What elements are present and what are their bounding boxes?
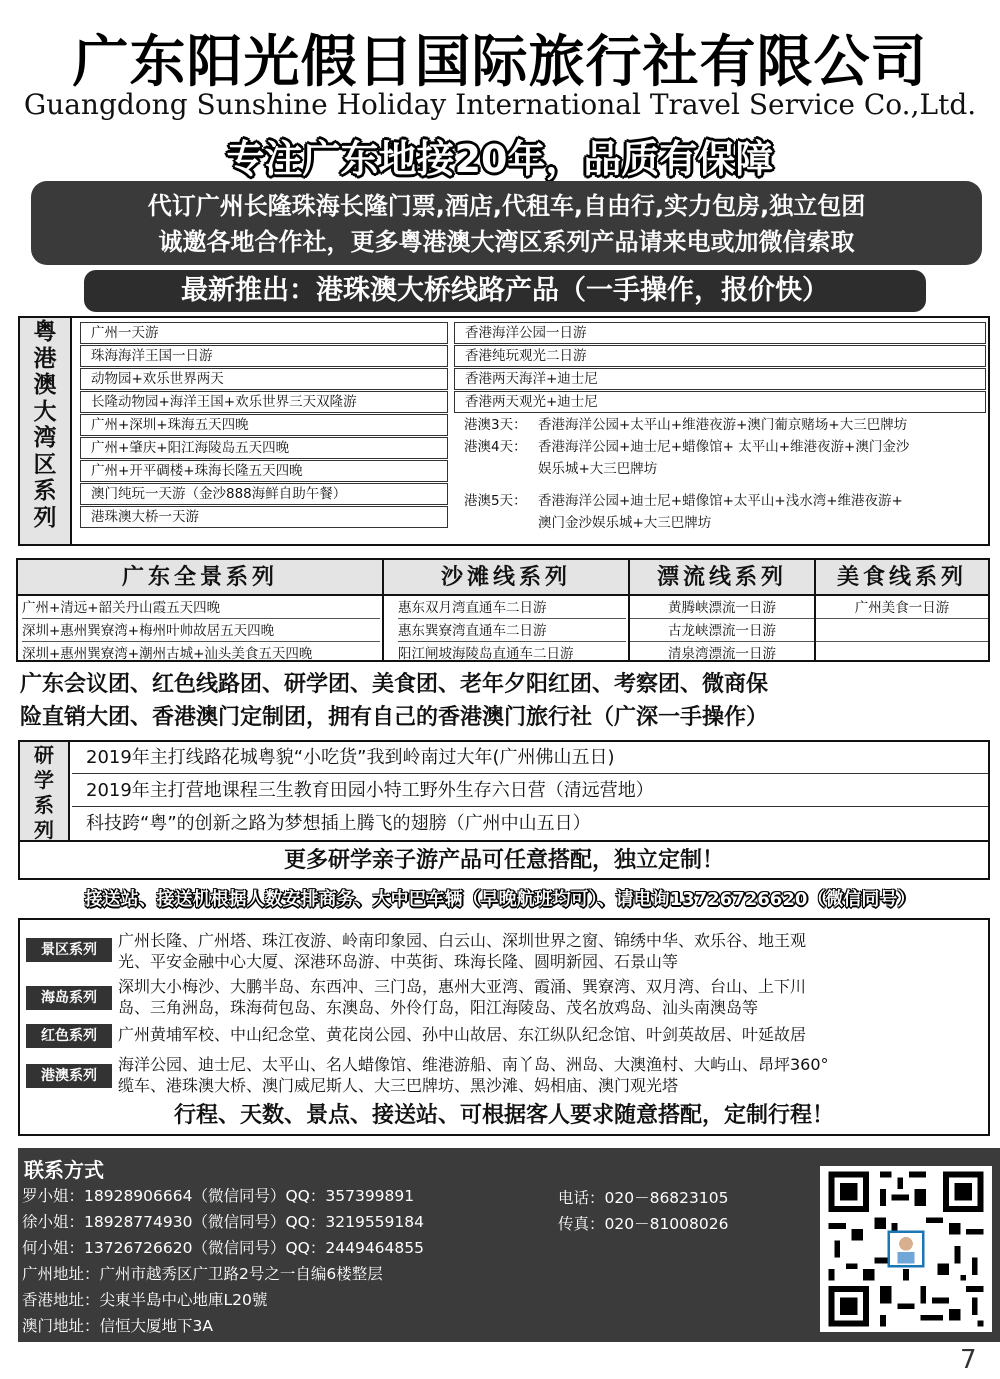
gba-label-char: 大 [33, 398, 57, 425]
column-divider [382, 560, 384, 660]
guangzhou-address: 广州地址：广州市越秀区广卫路2号之一自编6楼整层 [22, 1265, 383, 1283]
scenic-text [118, 930, 984, 972]
series-item: 广州+清远+韶关丹山霞五天四晚 [22, 597, 380, 619]
series-item: 惠东双月湾直通车二日游 [398, 597, 626, 619]
series-item: 广州美食一日游 [816, 597, 988, 619]
contact-panel [18, 1148, 1000, 1342]
company-name-cn: 广东阳光假日国际旅行社有限公司 [72, 30, 928, 95]
hk-route-item: 香港海洋公园一日游 [454, 322, 986, 344]
wechat-qr-code [820, 1166, 992, 1332]
hk-route-item: 香港纯玩观光二日游 [454, 345, 986, 367]
company-name-en: Guangdong Sunshine Holiday International Travel Service Co.,Ltd. [23, 88, 977, 121]
hk4-line-2: 娱乐城+大三巴牌坊 [538, 461, 658, 477]
transfer-note: 接送站、接送机根据人数安排商务、大中巴车辆（早晚航班均可）、请电询13726726620（微信同号） [84, 889, 916, 910]
series-item: 深圳+惠州巽寮湾+梅州叶帅故居五天四晚 [22, 620, 380, 642]
gba-route-item: 广州+开平碉楼+珠海长隆五天四晚 [80, 460, 448, 482]
study-series-box [18, 740, 990, 880]
scenic-tag: 景区系列 [26, 938, 112, 962]
red-line-1: 广州黄埔军校、中山纪念堂、黄花岗公园、孙中山故居、东江纵队纪念馆、叶剑英故居、叶延故居 [118, 1025, 807, 1044]
phone-number: 电话：020－86823105 [558, 1189, 729, 1207]
gba-label-char: 系 [33, 478, 57, 504]
gba-label-char: 港 [33, 345, 57, 372]
slogan: 专注广东地接20年，品质有保障 [226, 137, 774, 181]
gba-label-char: 区 [33, 451, 57, 478]
hongkong-address: 香港地址：尖東半島中心地庫L20號 [22, 1291, 268, 1309]
series-item: 深圳+惠州巽寮湾+潮州古城+汕头美食五天四晚 [22, 646, 313, 662]
services-line-2: 诚邀各地合作社，更多粤港澳大湾区系列产品请来电或加微信索取 [158, 228, 855, 256]
gba-label-char: 列 [33, 504, 57, 531]
contact-title: 联系方式 [24, 1158, 104, 1182]
red-tag: 红色系列 [26, 1024, 112, 1048]
island-text [118, 976, 984, 1018]
macau-address: 澳门地址：信恒大厦地下3A [22, 1317, 213, 1335]
page-number: 7 [960, 1345, 977, 1375]
services-banner [31, 181, 982, 265]
study-item: 科技跨“粤”的创新之路为梦想插上腾飞的翅膀（广州中山五日） [86, 813, 591, 834]
group-tours-line-2: 险直销大团、香港澳门定制团，拥有自己的香港澳门旅行社（广深一手操作） [20, 705, 769, 730]
hkm-line-2: 缆车、港珠澳大桥、澳门威尼斯人、大三巴牌坊、黑沙滩、妈相庙、澳门观光塔 [118, 1076, 679, 1095]
series-header: 漂流线系列 [630, 560, 814, 596]
series-item: 阳江闸坡海陵岛直通车二日游 [398, 646, 574, 662]
gba-label-char: 澳 [33, 372, 57, 398]
study-label-char: 研 [34, 743, 54, 767]
hk-route-item: 香港两天观光+迪士尼 [454, 391, 986, 413]
group-tours-line-1: 广东会议团、红色线路团、研学团、美食团、老年夕阳红团、考察团、微商保 [20, 672, 769, 697]
contact-xu: 徐小姐：18928774930（微信同号）QQ：3219559184 [22, 1213, 424, 1231]
series-empty-cell [816, 620, 988, 642]
series-item: 清泉湾漂流一日游 [668, 646, 776, 662]
series-table [16, 558, 990, 662]
island-line-1: 深圳大小梅沙、大鹏半岛、东西冲、三门岛，惠州大亚湾、霞涌、巽寮湾、双月湾、台山、上下川 [118, 977, 807, 996]
hkm-text [118, 1054, 984, 1096]
series-header: 沙滩线系列 [384, 560, 628, 596]
new-launch-banner: 最新推出：港珠澳大桥线路产品（一手操作，报价快） [84, 270, 926, 312]
study-item: 2019年主打营地课程三生教育田园小特工野外生存六日营（清远营地） [72, 775, 988, 807]
scenic-line-2: 光、平安金融中心大厦、深港环岛游、中英街、珠海长隆、圆明新园、石景山等 [118, 952, 679, 971]
series-item: 黄腾峡漂流一日游 [630, 597, 814, 619]
hk5-line-2: 澳门金沙娱乐城+大三巴牌坊 [538, 515, 712, 531]
series-header: 美食线系列 [816, 560, 988, 596]
study-label-char: 列 [34, 818, 54, 842]
gba-series-box [18, 316, 990, 546]
study-label-char: 学 [34, 768, 54, 792]
red-text [118, 1024, 984, 1045]
gba-route-item: 长隆动物园+海洋王国+欢乐世界三天双隆游 [80, 391, 448, 413]
hk5-line-1: 香港海洋公园+迪士尼+蜡像馆+太平山+浅水湾+维港夜游+ [538, 493, 903, 509]
series-item: 古龙峡漂流一日游 [630, 620, 814, 642]
gba-label-char: 湾 [33, 425, 57, 451]
scenic-line-1: 广州长隆、广州塔、珠江夜游、岭南印象园、白云山、深圳世界之窗、锦绣中华、欢乐谷、地王观 [118, 931, 807, 950]
gba-route-item: 港珠澳大桥一天游 [80, 506, 448, 528]
hk4-line-1: 香港海洋公园+迪士尼+蜡像馆+ 太平山+维港夜游+澳门金沙 [538, 439, 910, 455]
hkm-tag: 港澳系列 [26, 1064, 112, 1088]
contact-luo: 罗小姐：18928906664（微信同号）QQ：357399891 [22, 1187, 415, 1205]
study-label-char: 系 [34, 793, 54, 817]
gba-label-char: 粤 [33, 319, 57, 345]
custom-itinerary-note: 行程、天数、景点、接送站、可根据客人要求随意搭配，定制行程！ [173, 1103, 834, 1128]
hk4-label: 港澳4天： [464, 439, 527, 455]
contact-he: 何小姐：13726726620（微信同号）QQ：2449464855 [22, 1239, 424, 1257]
fax-number: 传真：020－81008026 [558, 1215, 729, 1233]
qr-code-graphic [820, 1166, 992, 1332]
island-tag: 海岛系列 [26, 986, 112, 1010]
services-line-1: 代订广州长隆珠海长隆门票,酒店,代租车,自由行,实力包房,独立包团 [147, 192, 866, 220]
gba-route-item: 广州一天游 [80, 322, 448, 344]
scenic-series-box [18, 918, 990, 1136]
gba-route-item: 珠海海洋王国一日游 [80, 345, 448, 367]
hk5-label: 港澳5天： [464, 493, 527, 509]
series-item: 惠东巽寮湾直通车二日游 [398, 620, 626, 642]
series-header: 广东全景系列 [18, 560, 382, 596]
island-line-2: 岛、三角洲岛，珠海荷包岛、东澳岛、外伶仃岛，阳江海陵岛、茂名放鸡岛、汕头南澳岛等 [118, 998, 759, 1017]
gba-route-item: 广州+深圳+珠海五天四晚 [80, 414, 448, 436]
gba-route-item: 广州+肇庆+阳江海陵岛五天四晚 [80, 437, 448, 459]
study-item: 2019年主打线路花城粤貌“小吃货”我到岭南过大年(广州佛山五日) [72, 742, 988, 774]
hk3-text: 香港海洋公园+太平山+维港夜游+澳门葡京赌场+大三巴牌坊 [538, 417, 908, 433]
hk3-label: 港澳3天： [464, 417, 527, 433]
gba-route-item: 动物园+欢乐世界两天 [80, 368, 448, 390]
gba-series-label [20, 318, 72, 544]
gba-route-item: 澳门纯玩一天游（金沙888海鲜自助午餐） [80, 483, 448, 505]
hkm-line-1: 海洋公园、迪士尼、太平山、名人蜡像馆、维港游船、南丫岛、洲岛、大澳渔村、大屿山、昂坪360° [118, 1055, 829, 1074]
hk-route-item: 香港两天海洋+迪士尼 [454, 368, 986, 390]
study-series-label [20, 742, 70, 840]
group-tours-text [20, 668, 990, 734]
study-more-note: 更多研学亲子游产品可任意搭配，独立定制！ [20, 840, 988, 878]
